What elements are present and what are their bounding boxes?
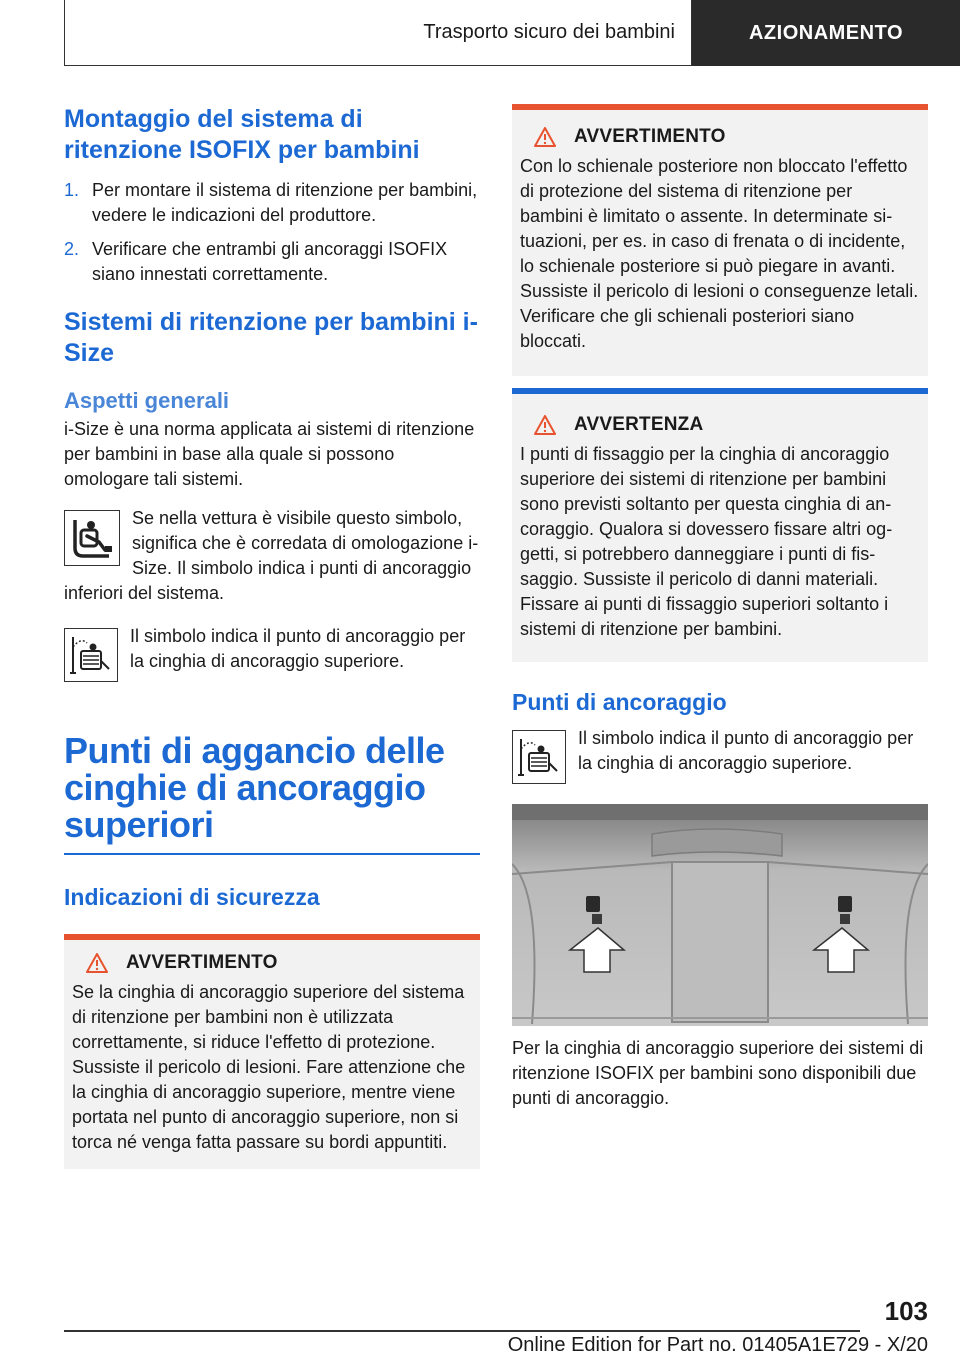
warning-title (72, 952, 472, 974)
notice-box (512, 388, 928, 662)
isofix-heading: Montaggio del sistema di ritenzione ISOFIX per bambini (64, 105, 420, 164)
trunk-anchor-photo (512, 804, 928, 1026)
isize-heading: Sistemi di ritenzione per bambini i-Size (64, 308, 478, 367)
isize-symbol-text: Se nella vettura è visibile questo simbolo, significa che è corredata di omologazione i-Size. Il simbolo indica i punti di ancoraggio inferiori del sistema. (64, 508, 479, 603)
warning-triangle-icon (86, 953, 108, 973)
step-text: Per montare il sistema di ritenzione per bambini, vedere le indicazioni del produttore. (92, 180, 478, 225)
footer-rule (64, 1330, 860, 1332)
heading-rule (64, 853, 480, 855)
page-header (64, 0, 960, 66)
chapter-tab: AZIONAMENTO (692, 0, 960, 66)
list-item (64, 237, 480, 287)
warning-text: Con lo schienale posteriore non bloccato l'effetto di protezione del sistema di ritenzione per bambini è limitato o assente. In determinate situazioni, per es. in caso di frenata o di incidente, lo schienale posteriore si può piegare in avanti. Sussiste il pericolo di lesioni o conseguenze letali. Verificare che gli schienali posteriori siano bloccati. (520, 156, 919, 351)
anchor-symbol-text: Il simbolo indica il punto di ancoraggio per la cinghia di ancoraggio superiore. (578, 728, 914, 773)
tether-symbol-row (64, 624, 480, 688)
notice-title (520, 414, 920, 436)
warning-text: Se la cinghia di ancoraggio superiore del sistema di ritenzione per bambini non è utilizzata correttamente, si riduce l'effetto di protezione. Sussiste il pericolo di lesioni. Fare attenzione che la cinghia di ancoraggio superiore, mentre viene portata nel punto di ancoraggio superiore, non si torca né venga fatta passare su bordi appuntiti. (72, 982, 466, 1152)
warning-box (64, 934, 480, 1169)
right-column (512, 104, 928, 1111)
anchor-symbol-row (512, 726, 928, 790)
edition-note: Online Edition for Part no. 01405A1E729 - X/20 (507, 1334, 928, 1356)
warning-box (512, 104, 928, 376)
general-text: i-Size è una norma applicata ai sistemi di ritenzione per bambini in base alla quale si possono omologare tali sistemi. (64, 419, 475, 489)
photo-caption: Per la cinghia di ancoraggio superiore dei sistemi di ritenzione ISOFIX per bambini sono disponibili due punti di ancoraggio. (512, 1038, 924, 1108)
step-number: 1. (64, 180, 80, 200)
notice-label: AVVERTENZA (574, 414, 704, 435)
tether-anchor-icon (64, 628, 118, 682)
warning-label: AVVERTIMENTO (126, 952, 278, 973)
step-number: 2. (64, 239, 80, 259)
warning-triangle-icon (534, 415, 556, 435)
tether-anchor-icon (512, 730, 566, 784)
isize-symbol-row (64, 506, 480, 606)
section-title: Trasporto sicuro dei bambini (64, 0, 692, 66)
page-number: 103 (884, 1296, 928, 1326)
safety-heading: Indicazioni di sicurezza (64, 884, 320, 910)
main-heading: Punti di aggancio delle cinghie di ancoraggio superiori (64, 730, 445, 845)
notice-text: I punti di fissaggio per la cinghia di ancoraggio superiore dei sistemi di ritenzione per bambini sono previsti soltanto per questa cinghia di ancoraggio. Qualora si dovessero fissare altri oggetti, si potrebbero danneggiare i punti di fissaggio. Sussiste il pericolo di danni materiali. Fissare ai punti di fissaggio superiori soltanto i sistemi di ritenzione per bambini. (520, 444, 893, 639)
steps-list (64, 178, 480, 287)
warning-triangle-icon (534, 127, 556, 147)
tether-symbol-text: Il simbolo indica il punto di ancoraggio per la cinghia di ancoraggio superiore. (130, 626, 466, 671)
anchor-heading: Punti di ancoraggio (512, 689, 727, 715)
list-item (64, 178, 480, 228)
isize-seat-icon (64, 510, 120, 566)
left-column (64, 100, 480, 1169)
step-text: Verificare che entrambi gli ancoraggi ISOFIX siano innestati correttamente. (92, 239, 448, 284)
warning-title (520, 126, 920, 148)
warning-label: AVVERTIMENTO (574, 126, 726, 147)
general-heading: Aspetti generali (64, 388, 230, 413)
